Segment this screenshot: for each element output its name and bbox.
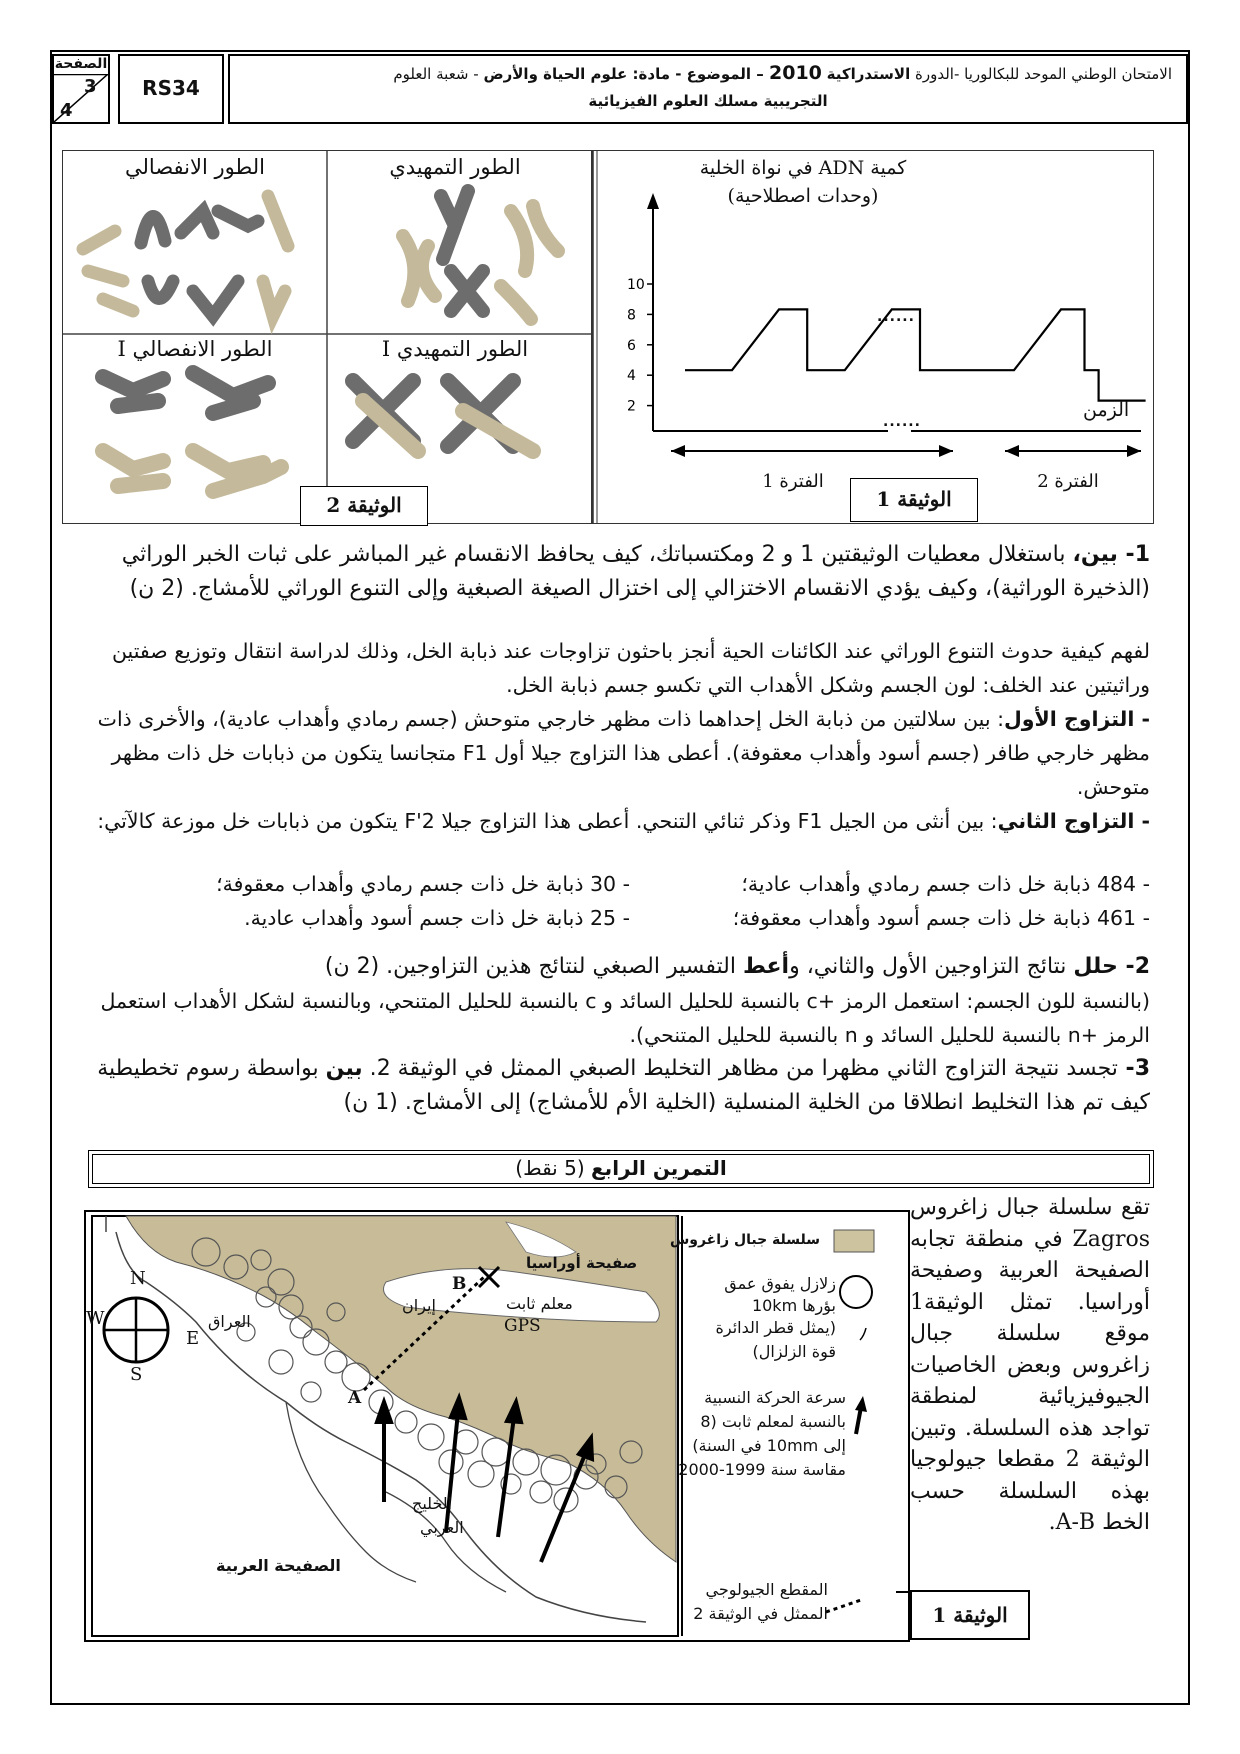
y-tick-label-10: 10 [627,277,645,293]
period-1-arrow-right [939,445,953,457]
q2-note: (بالنسبة للون الجسم: استعمل الرمز +c بالنسبة للحليل السائد و c بالنسبة للحليل المتنحي، وبالنسبة لشكل الأهداب استعمل الرمز +n بالنسبة للحليل السائد و n بالنسبة للحليل المتنحي). [100,989,1150,1047]
compass-s: S [130,1364,143,1385]
legend-velocity-arrow [856,1407,861,1434]
anaphase-drawing [83,196,288,316]
dna-dots-top: ...... [877,309,915,325]
y-tick-label-4: 4 [627,368,636,385]
dna-ylabel-1: كمية ADN في نواة الخلية [699,157,907,179]
document-1-label [850,478,978,522]
legend-quake-3: (يمثل قطر الدائرة [715,1318,836,1337]
question-3 [80,1052,1150,1120]
cell-prophase-1-label: الطور التمهيدي I [381,337,529,361]
document-2-label [300,486,428,526]
map-document-1-label-text: الوثيقة 1 [932,1603,1008,1627]
question-1 [80,538,1150,606]
cross-2 [80,804,1150,838]
legend-zagros-label: سلسلة جبال زاغروس [669,1232,820,1248]
legend-velocity-2: بالنسبة لمعلم ثابت (8 [700,1412,846,1431]
q2-verb-1: حلل [1073,954,1118,979]
period-1-label: الفترة 1 [762,471,824,492]
label-point-b: B [452,1274,467,1294]
legend-section-dash [826,1600,861,1612]
exam-title-line1 [393,62,1172,84]
dna-xlabel: الزمن [1083,399,1130,421]
compass-e: E [186,1328,200,1349]
label-gps-1: معلم ثابت [506,1294,573,1313]
label-eurasia-plate: صفيحة أوراسيا [526,1254,638,1272]
y-ticks [627,277,653,415]
compass-n: N [130,1268,146,1289]
exam-title-box [228,54,1188,124]
q3-text-2: بواسطة رسوم تخطيطية كيف تم هذا التخليط انطلاقا من الخلية المنسلية (الخلية الأم للأمشاج) إلى الأمشاج. (1 ن) [97,1056,1150,1115]
period-2-arrow-right [1127,445,1141,457]
exam-subject: علوم الحياة والأرض [483,65,628,83]
exercise-4-intro: تقع سلسلة جبال زاغروس Zagros في منطقة تجابه الصفيحة العربية وصفيحة أوراسيا. تمثل الوثيقة1 موقع سلسلة جبال زاغروس وبعض الخاصيات الجيوفيزيائية لمنطقة تواجد هذه السلسلة. وتبين الوثيقة 2 مقطعا جيولوجيا بهذه السلسلة حسب الخط A-B. [910,1195,1150,1535]
cell-prophase-label: الطور التمهيدي [389,155,521,179]
compass-rose-icon [104,1298,168,1362]
y-axis-arrow [647,193,659,209]
legend-quake-2: بؤرها 10km [751,1296,836,1315]
exam-title-part-e: - شعبة العلوم [393,65,484,83]
y-tick-label-6: 6 [627,337,636,354]
q1-verb: بين، [1072,542,1118,567]
legend-zagros-swatch [834,1230,874,1252]
label-iran: إيران [402,1296,436,1315]
cross-2-text: : بين أنثى من الجيل F1 وذكر ثنائي التنحي. أعطى هذا التزاوج جيلا F'2 يتكون من ذبابات خل موزعة كالآتي: [97,809,998,833]
document-1 [592,150,1154,524]
result-4: - 25 ذبابة خل ذات جسم أسود وأهداب عادية. [244,906,630,930]
dna-series-line [685,309,1146,400]
prophase-drawing [403,191,558,319]
result-3: - 461 ذبابة خل ذات جسم أسود وأهداب معقوفة؛ [732,906,1150,930]
exam-year: 2010 [769,62,822,84]
document-1-label-text: الوثيقة 1 [876,487,952,511]
legend-quake-1: زلازل يفوق عمق [724,1274,836,1293]
page-current: 3 [84,76,97,97]
label-gps-2: GPS [504,1316,541,1336]
q3-number: 3- [1117,1056,1150,1081]
exam-title-part-c: – الموضوع - مادة: [627,65,769,83]
prophase-1-drawing [353,381,533,451]
page-label: الصفحة [54,56,108,72]
cell-anaphase-1-label: الطور الانفصالي I [117,337,273,361]
legend-velocity-4: مقاسة سنة 1999-2000 [678,1460,846,1479]
intro-paragraph: لفهم كيفية حدوث التنوع الوراثي عند الكائنات الحية أنجز باحثون تزاوجات عند ذبابة الخل، وذلك لدراسة انتقال وتوزيع صفتين وراثيتين عند الخلف: لون الجسم وشكل الأهداب التي تكسو جسم ذبابة الخل. [111,639,1150,697]
exercise-4-points: (5 نقط) [515,1156,592,1180]
exercise-4-title [88,1150,1154,1188]
exam-title-part-a: الامتحان الوطني الموحد للبكالوريا -الدورة [910,65,1172,83]
cross-1-label: - التزاوج الأول [1004,707,1150,731]
period-1-arrow-left [671,445,685,457]
legend-velocity-3: إلى 10mm في السنة) [692,1436,846,1455]
period-2-arrow-left [1005,445,1019,457]
page-number-box [52,54,110,124]
q3-text-1: تجسد نتيجة التزاوج الثاني مظهرا من مظاهر التخليط الصبغي الممثل في الوثيقة 2. [362,1056,1118,1081]
legend-quake-small [860,1328,866,1340]
result-2: - 30 ذبابة خل ذات جسم رمادي وأهداب معقوفة؛ [216,872,630,896]
label-gulf-2: العربي [420,1518,464,1537]
question-2 [80,950,1150,984]
legend-section-2: الممثل في الوثيقة 2 [693,1604,828,1623]
cross-1 [80,702,1150,804]
dna-ylabel-2: (وحدات اصطلاحية) [727,185,879,207]
legend-section-1: المقطع الجيولوجي [705,1580,828,1599]
cell-anaphase-label: الطور الانفصالي [125,155,265,179]
dna-dots-axis: ...... [883,414,921,430]
label-point-a: A [348,1388,362,1408]
y-tick-label-8: 8 [627,307,636,324]
document-2-label-text: الوثيقة 2 [326,493,402,517]
q2-text-2: التفسير الصبغي لنتائج هذين التزاوجين. (2 ن) [324,954,743,979]
y-tick-label-2: 2 [627,398,636,415]
subject-code-box [118,54,224,124]
cross-1-text: : بين سلالتين من ذبابة الخل إحداهما ذات مظهر خارجي متوحش (جسم رمادي وأهداب عادية)، والأخرى ذات مظهر خارجي طافر (جسم أسود وأهداب معقوفة). أعطى هذا التزاوج جيلا أول F1 متجانسا يتكون من ذبابات خل ذات مظهر متوحش. [97,707,1150,799]
cross-2-label: - التزاوج الثاني [997,809,1150,833]
q3-verb: بين [325,1056,363,1081]
document-1-map-frame [84,1210,910,1642]
legend-quake-4: قوة الزلزال) [752,1342,836,1361]
legend-velocity-1: سرعة الحركة النسبية [704,1388,846,1407]
q2-text-1: نتائج التزاوجين الأول والثاني، و [789,954,1074,979]
period-2-label: الفترة 2 [1037,471,1099,492]
map-document-1-label [910,1590,1030,1640]
anaphase-1-drawing [103,373,281,491]
q1-number: 1- [1117,542,1150,567]
result-1: - 484 ذبابة خل ذات جسم رمادي وأهداب عادية؛ [741,872,1150,896]
label-arabian-plate: الصفيحة العربية [216,1556,341,1575]
exercise-4-title-bold: التمرين الرابع [591,1156,727,1180]
page-total: 4 [60,100,73,121]
label-iraq: العراق [208,1312,251,1331]
document-2 [62,150,592,524]
label-gulf-1: الخليج [412,1494,453,1513]
q1-text: باستغلال معطيات الوثيقتين 1 و 2 ومكتسباتك، كيف يحافظ الانقسام غير المباشر على ثبات الخبر الوراثي (الذخيرة الوراثية)، وكيف يؤدي الانقسام الاختزالي إلى اختزال الصيغة الصبغية وإلى التنوع الوراثي للأمشاج. (2 ن) [121,542,1150,601]
q2-verb-2: أعط [742,954,790,979]
exam-title-line2: التجريبية مسلك العلوم الفيزيائية [588,92,828,110]
exercise-4-title-text [89,1151,1153,1185]
compass-w: W [86,1308,105,1329]
q2-number: 2- [1117,954,1150,979]
legend-quake-circle [840,1276,872,1308]
exam-session: الاستدراكية [826,65,911,83]
subject-code: RS34 [142,76,200,100]
